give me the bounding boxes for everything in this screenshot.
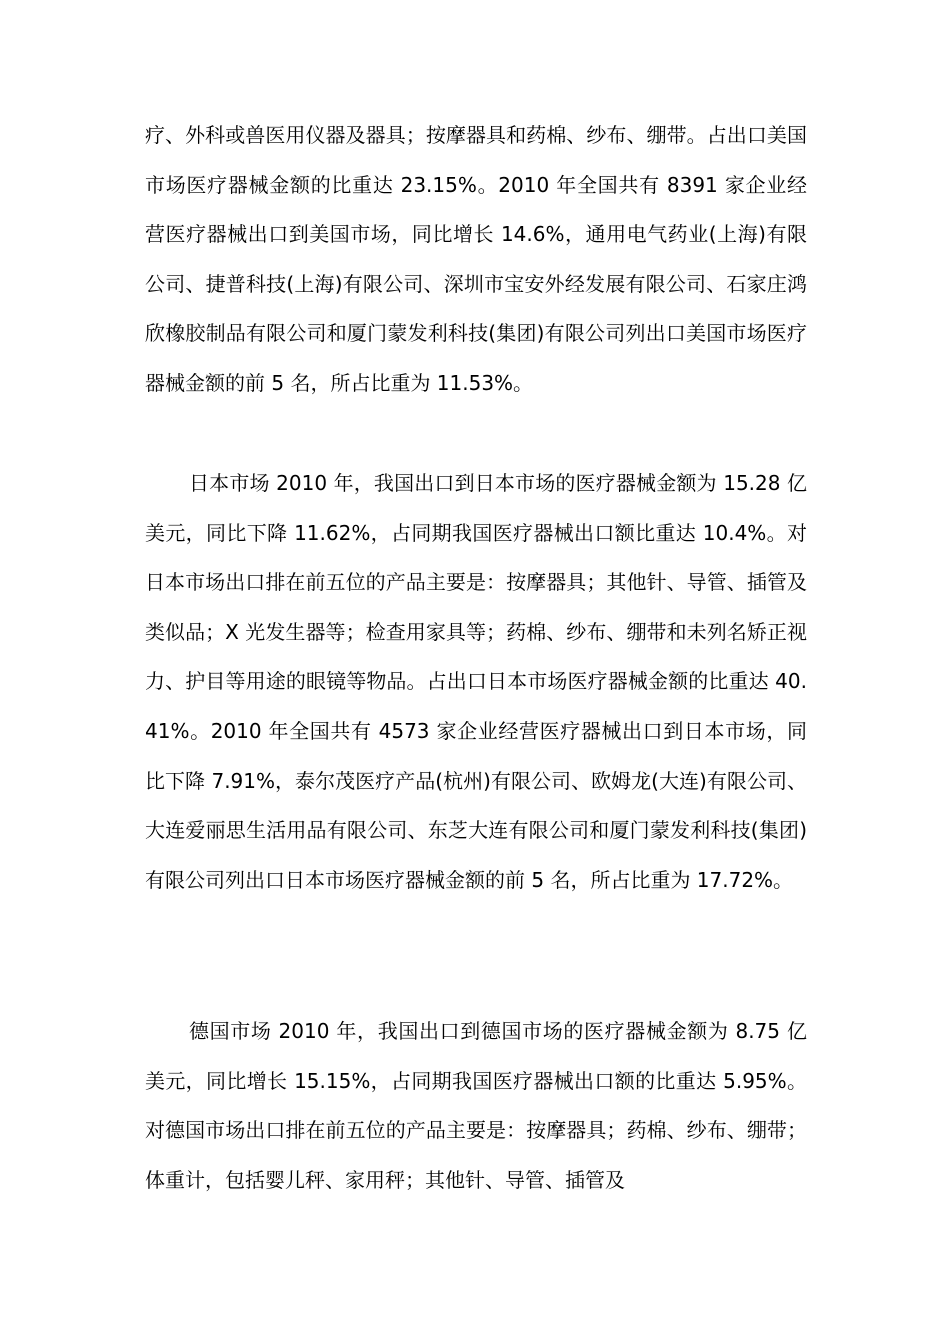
paragraph-us-market-continued: 疗、外科或兽医用仪器及器具；按摩器具和药棉、纱布、绷带。占出口美国市场医疗器械金额的比重达 23.15%。2010 年全国共有 8391 家企业经营医疗器械出口到美国市场，同比增长 14.6%，通用电气药业(上海)有限公司、捷普科技(上海)有限公司、深圳市宝安外经发展有限公司、石家庄鸿欣橡胶制品有限公司和厦门蒙发利科技(集团)有限公司列出口美国市场医疗器械金额的前 5 名，所占比重为 11.53%。: [145, 123, 807, 395]
paragraph-japan-market: 日本市场 2010 年，我国出口到日本市场的医疗器械金额为 15.28 亿美元，同比下降 11.62%，占同期我国医疗器械出口额比重达 10.4%。对日本市场出口排在前五位的产品主要是：按摩器具；其他针、导管、插管及类似品；X 光发生器等；检查用家具等；药棉、纱布、绷带和未列名矫正视力、护目等用途的眼镜等物品。占出口日本市场医疗器械金额的比重达 40.41%。2010 年全国共有 4573 家企业经营医疗器械出口到日本市场，同比下降 7.91%，泰尔茂医疗产品(杭州)有限公司、欧姆龙(大连)有限公司、大连爱丽思生活用品有限公司、东芝大连有限公司和厦门蒙发利科技(集团)有限公司列出口日本市场医疗器械金额的前 5 名，所占比重为 17.72%。: [145, 471, 807, 892]
paragraph-germany-market: 德国市场 2010 年，我国出口到德国市场的医疗器械金额为 8.75 亿美元，同比增长 15.15%，占同期我国医疗器械出口额的比重达 5.95%。对德国市场出口排在前五位的产品主要是：按摩器具；药棉、纱布、绷带；体重计，包括婴儿秤、家用秤；其他针、导管、插管及: [145, 1019, 807, 1192]
